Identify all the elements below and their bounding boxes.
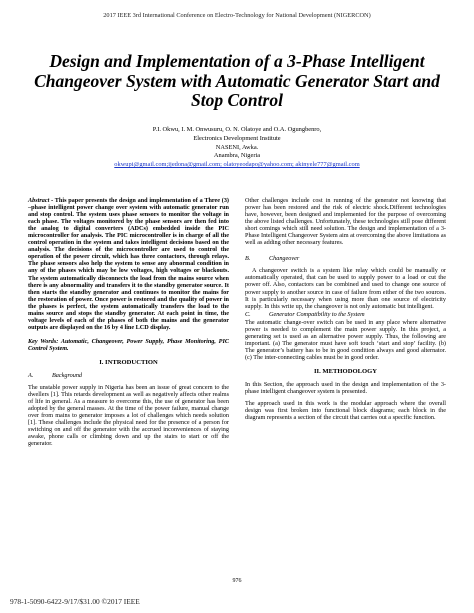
- author-emails[interactable]: okwupi@gmail.com;ijedona@gmail.com; olatoyeodapo@yahoo.com; akinyele777@gmail.com: [114, 161, 360, 169]
- conference-header: 2017 IEEE 3rd International Conference on Electro-Technology for National Development (NIGERCON): [103, 12, 371, 19]
- abstract-text: This paper presents the design and implementation of a Three (3) –phase intelligent power change over system with automatic generator run and stop control. The system uses phase sensors to monitor the voltage in each phase. The voltages monitored by the phase sensors are then fed into the analog to digital converters (ADCs) embedded inside the PIC microcontroller for analysis. The PIC microcontroller is in charge of all the control operation in the system and takes intelligent decisions based on the analysis. The decisions of the microcontroller are used to control the operation of the power circuit, which has three contactors, through relays. The phase sensors also help the system to sense any abnormal condition in any of the phases which may be low voltages, high voltages or blackouts. The system automatically disconnects the load from the mains source when there is any abnormality and transfers it to the standby generator source. It then starts the standby generator and continues to monitor the mains for the restoration of power. Once power is restored and the quality of power in the phases is perfect, the system automatically transfers the load to the mains source and stops the standby generator. At each point in time, the voltage levels of each of the phases of both the mains and the generator outputs are displayed on the 16 by 4 line LCD display.: [28, 197, 229, 331]
- subsection-number: C.: [245, 310, 251, 318]
- paragraph-methodology-2: The approach used in this work is the modular approach where the overall design was first broken into functional block diagrams; each block in the diagram represents a section of the circuit that carries out a specific function.: [245, 400, 446, 422]
- page-number: 976: [232, 578, 242, 584]
- subsection-title: Generator Compatibility to the System: [269, 310, 365, 318]
- paragraph-generator: The automatic change-over switch can be used in any place where alternative power is needed to complement the main power supply. In this project, a generating set is used as an alternative power supply. Thus, the following are important. (a) The generator must have soft touch ‘start and stop’ facility. (b) The generator’s battery has to be in good condition always and good alternator. (c) The inter-connecting cables must be in good order.: [245, 318, 446, 361]
- subsection-title: Background: [52, 372, 83, 380]
- author-institute: Electronics Development Institute: [193, 134, 281, 142]
- section-heading-introduction: I. INTRODUCTION: [99, 358, 158, 366]
- subsection-heading-generator: [245, 311, 446, 318]
- paragraph-methodology-1: In this Section, the approach used in the design and implementation of the 3-phase intelligent changeover system is presented.: [245, 381, 446, 396]
- section-heading-methodology: II. METHODOLOGY: [313, 367, 377, 375]
- author-organization: NASENI, Awka.: [215, 143, 259, 151]
- subsection-heading-changeover: [245, 255, 446, 262]
- keywords: Key Words: Automatic, Changeover, Power Supply, Phase Monitoring, PIC Control System.: [28, 337, 229, 352]
- paragraph-background: The unstable power supply in Nigeria has been an issue of great concern to the dwellers [1]. This retards development as well as negatively affects other realms of life in general. As a measure to overcome this, the use of generator has been adopted by the general masses. At the time of the power failure, manual change over from mains to generator imposes a lot of challenges which needs solution [1]. These challenges include the physical need for the presence of a person for switching on and off the generator with the accrued inconveniences of staying awake, phone calls or climbing down and up the stairs to start or off the generator.: [28, 384, 229, 448]
- paragraph-challenges: Other challenges include cost in running of the generator not knowing that power has been restored and the risk of electric shock.Different technologies have, however, been designed and implemented for the purpose of overcoming the above listed challenges. Unfortunately, these technologies still pose different short comings which still need solution. The design and implementation of a 3-Phase Intelligent Changeover System aim at overcoming the above limitations as well as adding other necessary features.: [245, 197, 446, 247]
- paper-title: Design and Implementation of a 3-Phase Intelligent Changeover System with Automatic Generator Start and Stop Control: [34, 51, 440, 110]
- author-block: [40, 126, 434, 170]
- abstract-label: Abstract -: [28, 197, 54, 204]
- subsection-heading-background: [28, 372, 229, 379]
- author-location: Anambra, Nigeria: [213, 152, 261, 160]
- abstract: [28, 197, 229, 331]
- right-column: [245, 197, 446, 421]
- footer-isbn: 978-1-5090-6422-9/17/$31.00 ©2017 IEEE: [10, 597, 140, 606]
- subsection-title: Changeover: [269, 255, 300, 263]
- subsection-number: A.: [28, 372, 34, 380]
- paragraph-changeover: A changeover switch is a system like relay which could be manually or automatically operated, that can be used to supply power to a load or cut the power off. Also, contactors can be combined and used to change one source of power supply to another source in case of failure from either of the two sources. It is particularly necessary when using more than one source of electricity supply. In this write up, the changeover is not only automatic but intelligent.: [245, 267, 446, 310]
- subsection-number: B.: [245, 255, 251, 263]
- left-column: [28, 197, 229, 448]
- author-names: P.I. Okwu, I. M. Onwusuru, O. N. Olatoye and O.A. Ogungbenro,: [152, 126, 322, 133]
